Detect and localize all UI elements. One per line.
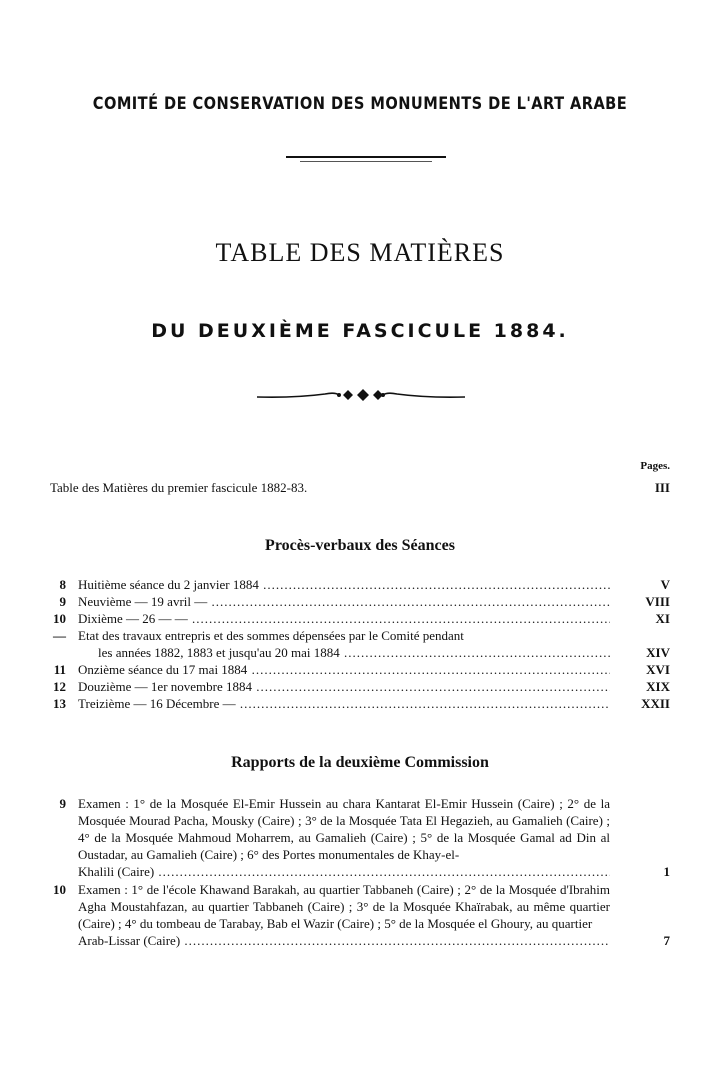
entry-page: VIII xyxy=(645,594,670,609)
header-rule xyxy=(286,156,446,158)
entry-text: Table des Matières du premier fascicule 1882-83. xyxy=(50,480,308,495)
first-fascicule-entry xyxy=(50,480,670,496)
rapports-list xyxy=(50,795,670,949)
entry-number: 9 xyxy=(59,594,66,609)
section-title-proces-verbaux: Procès-verbaux des Séances xyxy=(265,537,455,554)
entry-text-line1: Etat des travaux entrepris et des sommes dépensées par le Comité pendant xyxy=(78,628,464,643)
entry-page: XXII xyxy=(641,696,670,711)
list-item xyxy=(50,610,670,627)
entry-text: Examen : 1° de la Mosquée El-Emir Hussein au chara Kantarat El-Emir Hussein (Caire) ; 2° de la Mosquée Mourad Pacha, Mousky (Caire) ; 3° de la Mosquée Tata El Hegazieh, au Gamalieh (Caire) ; 4° de la Mosquée Mahmoud Moharrem, au Gamalieh (Caire) ; 5° de la Mosquée Gamal ad Din al Oustadar, au Gamalieh (Caire) ; 6° des Portes monumentales de Khay-el- xyxy=(78,796,610,862)
page-subtitle: DU DEUXIÈME FASCICULE 1884. xyxy=(151,320,569,342)
entry-number: 10 xyxy=(53,882,66,897)
list-item xyxy=(50,678,670,695)
entry-text: Onzième séance du 17 mai 1884 ..... xyxy=(78,661,610,678)
entry-number: 8 xyxy=(59,577,66,592)
entry-number: 13 xyxy=(53,696,66,711)
entry-text-last: Arab-Lissar (Caire) ..... xyxy=(78,932,610,949)
entry-text: Dixième — 26 — — ..... xyxy=(78,610,610,627)
page-title: TABLE DES MATIÈRES xyxy=(215,238,505,267)
entry-page: III xyxy=(654,480,670,495)
entry-number: 9 xyxy=(59,796,66,811)
entry-number: 10 xyxy=(53,611,66,626)
entry-page: 1 xyxy=(663,864,670,879)
section-title-rapports: Rapports de la deuxième Commission xyxy=(231,754,489,771)
entry-page: XIX xyxy=(646,679,670,694)
list-item xyxy=(50,695,670,712)
entry-number: 11 xyxy=(53,662,66,677)
list-item xyxy=(50,795,670,880)
entry-number: 12 xyxy=(53,679,66,694)
header-rule-thin xyxy=(300,161,432,162)
entry-page: XI xyxy=(655,611,670,626)
entry-text: Treizième — 16 Décembre — ..... xyxy=(78,695,610,712)
entry-page: XIV xyxy=(646,645,670,660)
entry-text-last: Khalili (Caire) ..... xyxy=(78,863,610,880)
committee-header: COMITÉ DE CONSERVATION DES MONUMENTS DE L'ART ARABE xyxy=(92,94,628,114)
pages-column-label: Pages. xyxy=(640,460,670,472)
list-item xyxy=(50,576,670,593)
entry-number: — xyxy=(53,628,66,643)
list-item xyxy=(50,627,670,661)
proces-verbaux-list xyxy=(50,576,670,712)
entry-text-line2: les années 1882, 1883 et jusqu'au 20 mai 1884 ..... xyxy=(78,644,610,661)
entry-text: Neuvième — 19 avril — ..... xyxy=(78,593,610,610)
entry-page: XVI xyxy=(646,662,670,677)
entry-page: 7 xyxy=(663,933,670,948)
entry-text: Examen : 1° de l'école Khawand Barakah, au quartier Tabbaneh (Caire) ; 2° de la Mosquée d'Ibrahim Agha Moustahfazan, au quartier Tabbaneh (Caire) ; 3° de la Mosquée Khaïrabak, au même quartier (Caire) ; 4° du tombeau de Tarabay, Bab el Wazir (Caire) ; 5° de la Mosquée el Ghoury, au quartier xyxy=(78,882,610,931)
ornament-divider-icon xyxy=(255,383,467,407)
list-item xyxy=(50,881,670,949)
entry-text: Douzième — 1er novembre 1884 ..... xyxy=(78,678,610,695)
entry-page: V xyxy=(660,577,670,592)
list-item xyxy=(50,661,670,678)
list-item xyxy=(50,593,670,610)
entry-text: Huitième séance du 2 janvier 1884 ..... xyxy=(78,576,610,593)
